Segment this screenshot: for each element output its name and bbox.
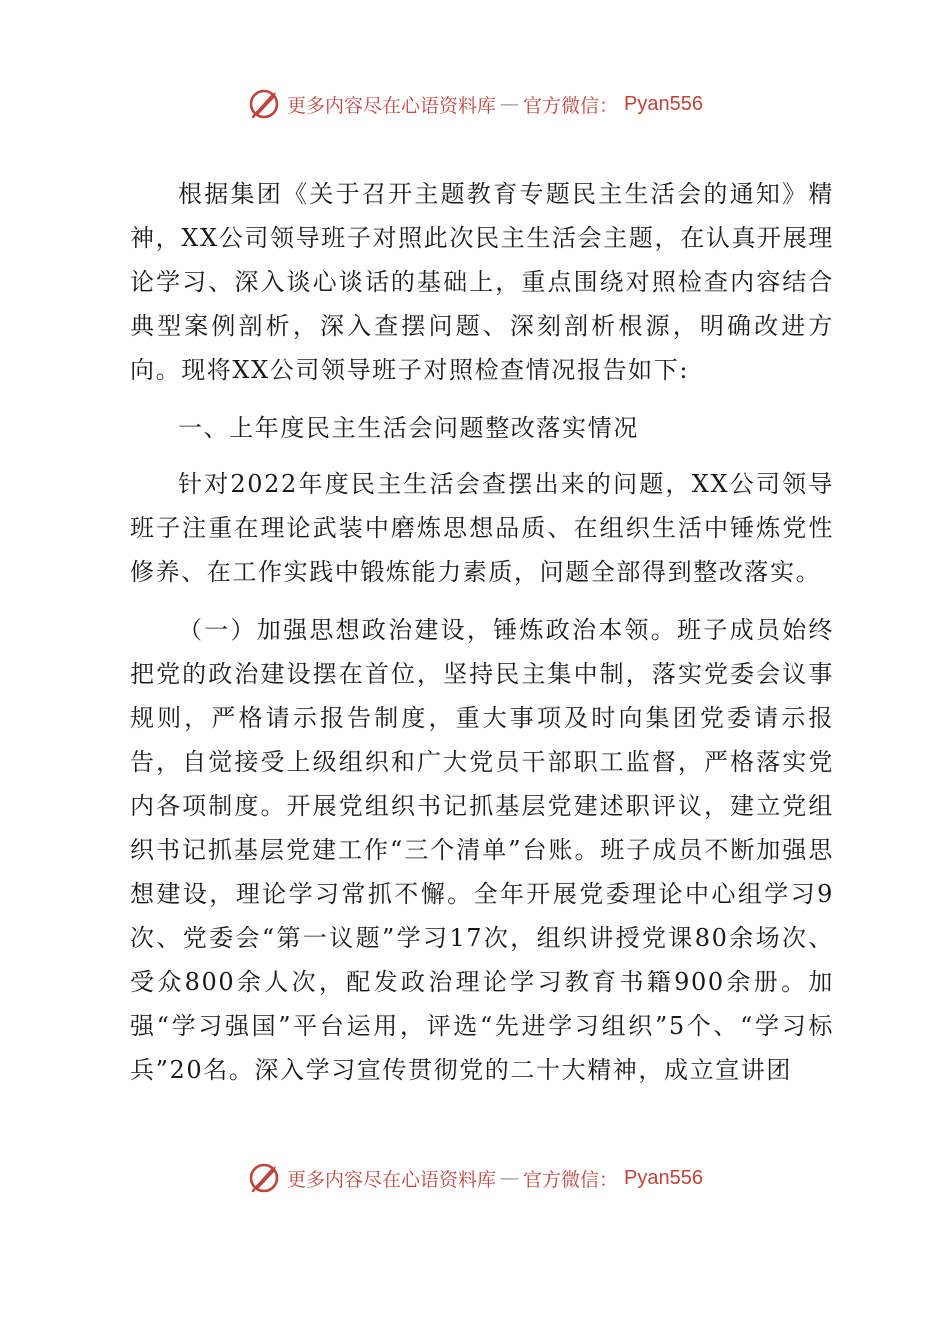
banner-separator: — <box>500 93 520 115</box>
document-body <box>130 172 834 1092</box>
footer-banner <box>0 1158 950 1198</box>
header-banner <box>0 84 950 124</box>
banner-site-text: 更多内容尽在心语资料库 <box>287 94 497 117</box>
banner-separator: — <box>500 1167 520 1189</box>
pen-logo-icon <box>247 86 283 122</box>
subsection-1-paragraph: （一）加强思想政治建设，锤炼政治本领。班子成员始终把党的政治建设摆在首位，坚持民主集中制，落实党委会议事规则，严格请示报告制度，重大事项及时向集团党委请示报告，自觉接受上级组织和广大党员干部职工监督，严格落实党内各项制度。开展党组织书记抓基层党建述职评议，建立党组织书记抓基层党建工作“三个清单”台账。班子成员不断加强思想建设，理论学习常抓不懈。全年开展党委理论中心组学习9次、党委会“第一议题”学习17次，组织讲授党课80余场次、受众800余人次，配发政治理论学习教育书籍900余册。加强“学习强国”平台运用，评选“先进学习组织”5个、“学习标兵”20名。深入学习宣传贯彻党的二十大精神，成立宣讲团 <box>130 616 834 1084</box>
banner-site-text: 更多内容尽在心语资料库 <box>287 1168 497 1191</box>
banner-wechat-label: 官方微信： <box>523 94 619 117</box>
section-1-paragraph: 针对2022年度民主生活会查摆出来的问题，XX公司领导班子注重在理论武装中磨炼思想品质、在组织生活中锤炼党性修养、在工作实践中锻炼能力素质，问题全部得到整改落实。 <box>130 470 834 586</box>
pen-logo-icon <box>247 1160 283 1196</box>
section-1-heading: 一、上年度民主生活会问题整改落实情况 <box>178 414 639 442</box>
banner-account: Pyan556 <box>624 92 703 115</box>
intro-paragraph: 根据集团《关于召开主题教育专题民主生活会的通知》精神，XX公司领导班子对照此次民主生活会主题，在认真开展理论学习、深入谈心谈话的基础上，重点围绕对照检查内容结合典型案例剖析，深入查摆问题、深刻剖析根源，明确改进方向。现将XX公司领导班子对照检查情况报告如下: <box>130 180 834 384</box>
banner-wechat-label: 官方微信： <box>523 1168 619 1191</box>
banner-account: Pyan556 <box>624 1166 703 1189</box>
